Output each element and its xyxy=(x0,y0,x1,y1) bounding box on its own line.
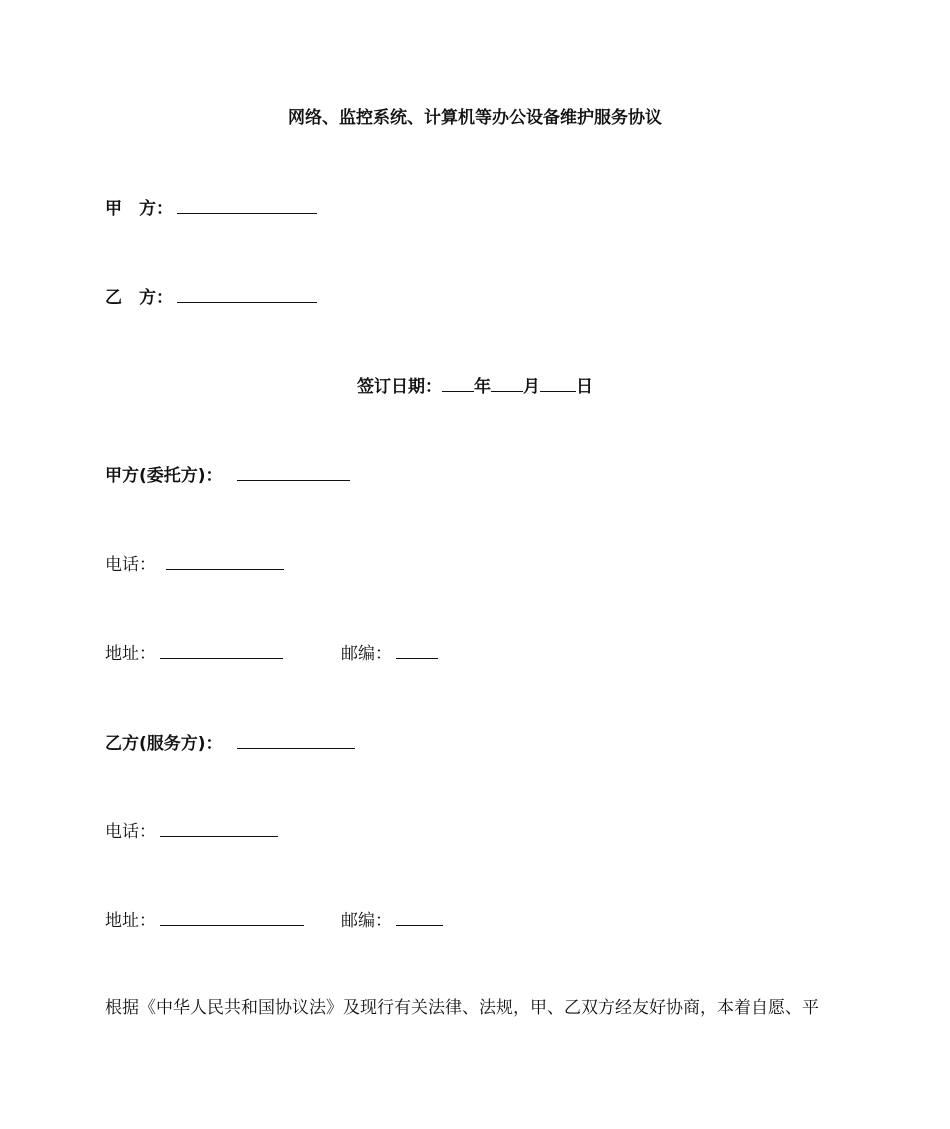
provider-phone-label: 电话： xyxy=(105,822,156,842)
sign-date-line xyxy=(0,373,950,399)
provider-address-label: 地址： xyxy=(105,911,156,931)
client-address-blank[interactable] xyxy=(160,640,283,659)
client-phone-line xyxy=(105,551,284,577)
client-name-blank[interactable] xyxy=(237,462,350,481)
client-postcode-label: 邮编： xyxy=(341,644,392,664)
document-title: 网络、监控系统、计算机等办公设备维护服务协议 xyxy=(288,108,662,128)
sign-year-blank[interactable] xyxy=(442,373,474,392)
party-b-label: 乙 方： xyxy=(105,288,173,308)
provider-address-line xyxy=(105,907,443,933)
sign-day-label: 日 xyxy=(576,377,593,397)
client-address-label: 地址： xyxy=(105,644,156,664)
provider-heading: 乙方(服务方)： xyxy=(105,734,223,754)
agreement-body-paragraph: 根据《中华人民共和国协议法》及现行有关法律、法规，甲、乙双方经友好协商，本着自愿、平 xyxy=(105,998,819,1018)
provider-heading-line xyxy=(105,730,355,756)
client-postcode-blank[interactable] xyxy=(396,640,438,659)
sign-year-label: 年 xyxy=(474,377,491,397)
client-heading: 甲方(委托方)： xyxy=(105,466,223,486)
provider-phone-blank[interactable] xyxy=(160,818,278,837)
sign-date-label: 签订日期： xyxy=(357,377,442,397)
party-a-line xyxy=(105,195,317,221)
provider-name-blank[interactable] xyxy=(237,730,355,749)
client-address-line xyxy=(105,640,438,666)
party-b-blank[interactable] xyxy=(177,284,317,303)
client-heading-line xyxy=(105,462,350,488)
sign-month-blank[interactable] xyxy=(491,373,523,392)
party-a-blank[interactable] xyxy=(177,195,317,214)
provider-postcode-blank[interactable] xyxy=(396,907,443,926)
client-phone-label: 电话： xyxy=(105,555,156,575)
client-phone-blank[interactable] xyxy=(166,551,284,570)
provider-address-blank[interactable] xyxy=(160,907,304,926)
sign-month-label: 月 xyxy=(523,377,540,397)
provider-phone-line xyxy=(105,818,278,844)
party-a-label: 甲 方： xyxy=(105,199,173,219)
provider-postcode-label: 邮编： xyxy=(341,911,392,931)
sign-day-blank[interactable] xyxy=(540,373,576,392)
party-b-line xyxy=(105,284,317,310)
